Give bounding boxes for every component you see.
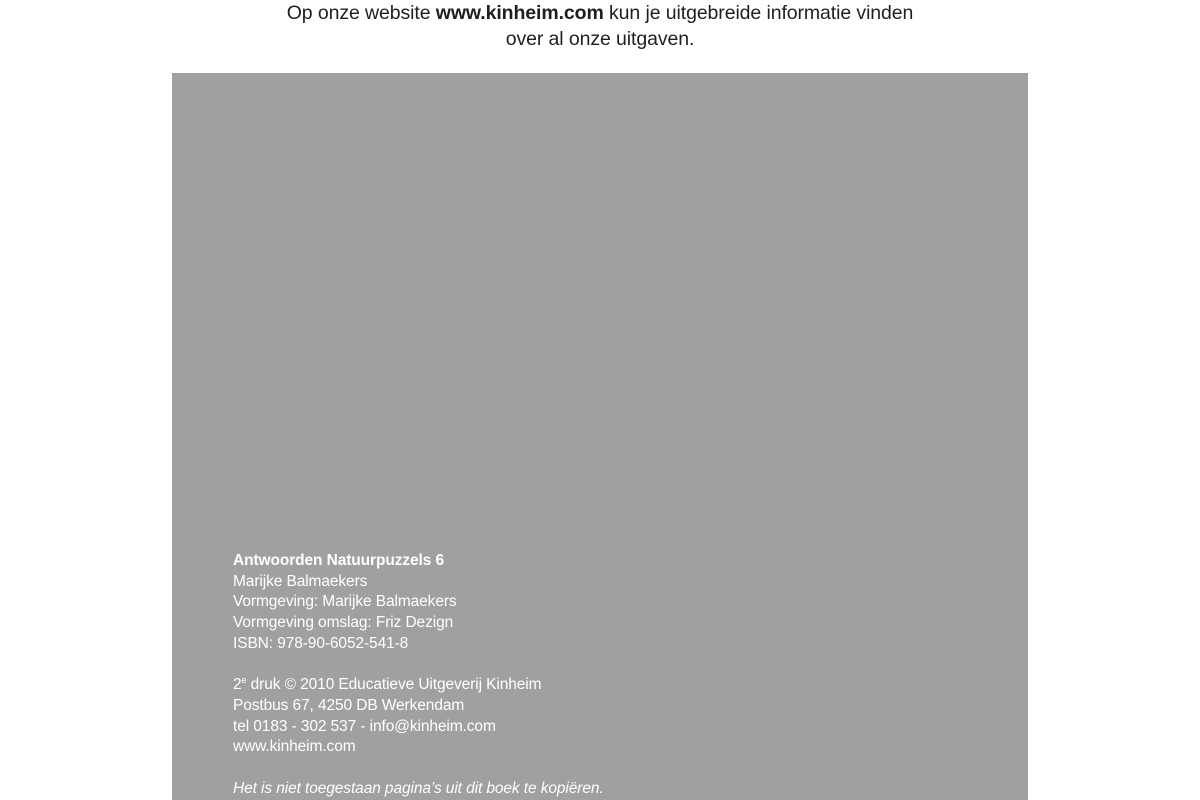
intro-suffix: kun je uitgebreide informatie vinden (603, 2, 914, 24)
publisher-website: www.kinheim.com (233, 738, 356, 756)
intro-website-link: www.kinheim.com (435, 2, 604, 24)
edition-number: 2 (233, 676, 242, 694)
design-credit: Vormgeving: Marijke Balmaekers (233, 593, 457, 611)
colophon-panel (172, 73, 1028, 800)
intro-prefix: Op onze website (286, 2, 436, 24)
book-title: Antwoorden Natuurpuzzels 6 (233, 552, 444, 569)
spacer (233, 758, 604, 779)
edition-rest: druk © 2010 Educatieve Uitgeverij Kinheim (246, 676, 542, 694)
cover-design-credit: Vormgeving omslag: Friz Dezign (233, 614, 454, 632)
intro-text (0, 0, 1200, 52)
isbn: ISBN: 978-90-6052-541-8 (233, 634, 409, 652)
publisher-address: Postbus 67, 4250 DB Werkendam (233, 696, 465, 714)
intro-line-2: over al onze uitgaven. (505, 28, 695, 50)
intro-line-1 (0, 0, 1200, 26)
publisher-contact: tel 0183 - 302 537 - info@kinheim.com (233, 717, 496, 735)
colophon (233, 551, 604, 799)
copy-notice: Het is niet toegestaan pagina’s uit dit boek te kopiëren. (233, 779, 604, 797)
edition-line (233, 675, 604, 696)
author: Marijke Balmaekers (233, 572, 368, 590)
edition-superscript: e (241, 675, 247, 686)
spacer (233, 655, 604, 676)
